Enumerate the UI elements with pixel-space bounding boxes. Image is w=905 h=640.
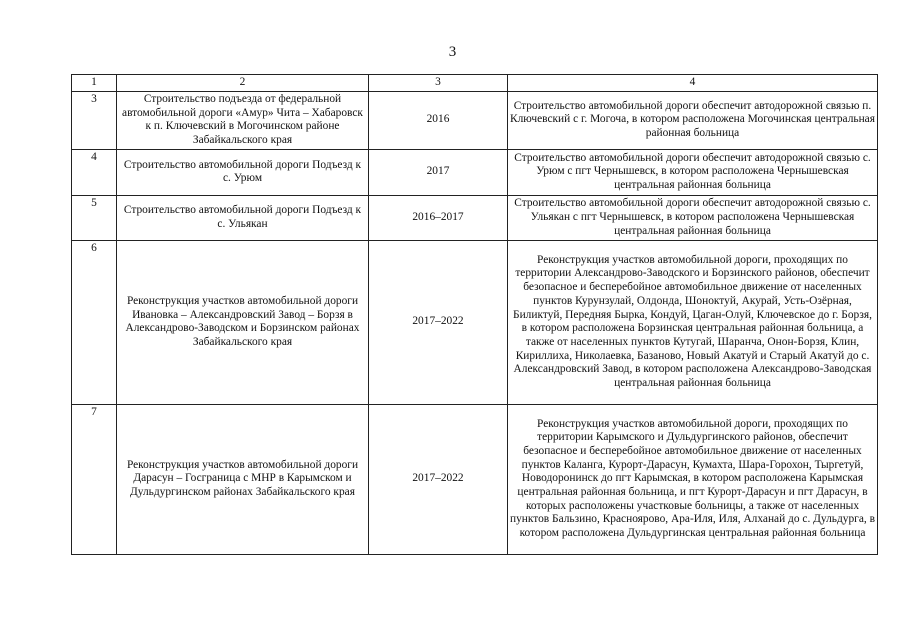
row-number: 4 bbox=[72, 149, 117, 195]
table-row bbox=[72, 91, 878, 149]
roads-table bbox=[71, 74, 878, 555]
header-col-3: 3 bbox=[369, 75, 508, 92]
project-description: Строительство автомобильной дороги Подъезд к с. Ульякан bbox=[117, 195, 369, 240]
project-impact: Реконструкция участков автомобильной дороги, проходящих по территории Карымского и Дульдургинского районов, обеспечит безопасное и бесперебойное автомобильное движение от населенных пунктов Каланга, Курорт-Дарасун, Кумахта, Шара-Горохон, Тыргетуй, Новодоронинск до пгт Карымская, в котором расположена Карымская центральная районная больница, и пгт Курорт-Дарасун и пгт Дарасун, в которых расположены участковые больницы, а также от населенных пунктов Бальзино, Красноярово, Ара-Иля, Иля, Алханай до с. Дульдурга, в котором расположена Дульдургинская центральная районная больница bbox=[508, 404, 878, 554]
row-number: 6 bbox=[72, 240, 117, 404]
row-number: 5 bbox=[72, 195, 117, 240]
project-period: 2017–2022 bbox=[369, 240, 508, 404]
project-impact: Строительство автомобильной дороги обеспечит автодорожной связью п. Ключевский с г. Могоча, в котором расположена Могочинская центральная районная больница bbox=[508, 91, 878, 149]
header-col-2: 2 bbox=[117, 75, 369, 92]
table-row bbox=[72, 195, 878, 240]
project-description: Строительство подъезда от федеральной автомобильной дороги «Амур» Чита – Хабаровск к п. Ключевский в Могочинском районе Забайкальского края bbox=[117, 91, 369, 149]
page-number: 3 bbox=[448, 44, 457, 60]
header-row bbox=[72, 75, 878, 92]
project-description: Строительство автомобильной дороги Подъезд к с. Урюм bbox=[117, 149, 369, 195]
project-impact: Строительство автомобильной дороги обеспечит автодорожной связью с. Ульякан с пгт Чернышевск, в котором расположена Чернышевская центральная районная больница bbox=[508, 195, 878, 240]
project-description: Реконструкция участков автомобильной дороги Дарасун – Госграница с МНР в Карымском и Дульдургинском районах Забайкальского края bbox=[117, 404, 369, 554]
table-row bbox=[72, 240, 878, 404]
row-number: 7 bbox=[72, 404, 117, 554]
row-number: 3 bbox=[72, 91, 117, 149]
table-row bbox=[72, 404, 878, 554]
header-col-1: 1 bbox=[72, 75, 117, 92]
project-period: 2016–2017 bbox=[369, 195, 508, 240]
project-impact: Реконструкция участков автомобильной дороги, проходящих по территории Александрово-Заводского и Борзинского районов, обеспечит безопасное и бесперебойное автомобильное движение от населенных пунктов Курунзулай, Олдонда, Шоноктуй, Акурай, Усть-Озёрная, Биликтуй, Передняя Бырка, Кондуй, Цаган-Олуй, Ключевское до г. Борзя, в котором расположена Борзинская центральная районная больница, а также от населенных пунктов Кутугай, Шаранча, Онон-Борзя, Клин, Кириллиха, Николаевка, Базаново, Новый Акатуй и Старый Акатуй до с. Александровский Завод, в котором расположена Александрово-Заводская центральная районная больница bbox=[508, 240, 878, 404]
header-col-4: 4 bbox=[508, 75, 878, 92]
table-row bbox=[72, 149, 878, 195]
project-description: Реконструкция участков автомобильной дороги Ивановка – Александровский Завод – Борзя в Александрово-Заводском и Борзинском районах Забайкальского края bbox=[117, 240, 369, 404]
project-period: 2016 bbox=[369, 91, 508, 149]
project-impact: Строительство автомобильной дороги обеспечит автодорожной связью с. Урюм с пгт Чернышевск, в котором расположена Чернышевская центральная районная больница bbox=[508, 149, 878, 195]
project-period: 2017–2022 bbox=[369, 404, 508, 554]
project-period: 2017 bbox=[369, 149, 508, 195]
